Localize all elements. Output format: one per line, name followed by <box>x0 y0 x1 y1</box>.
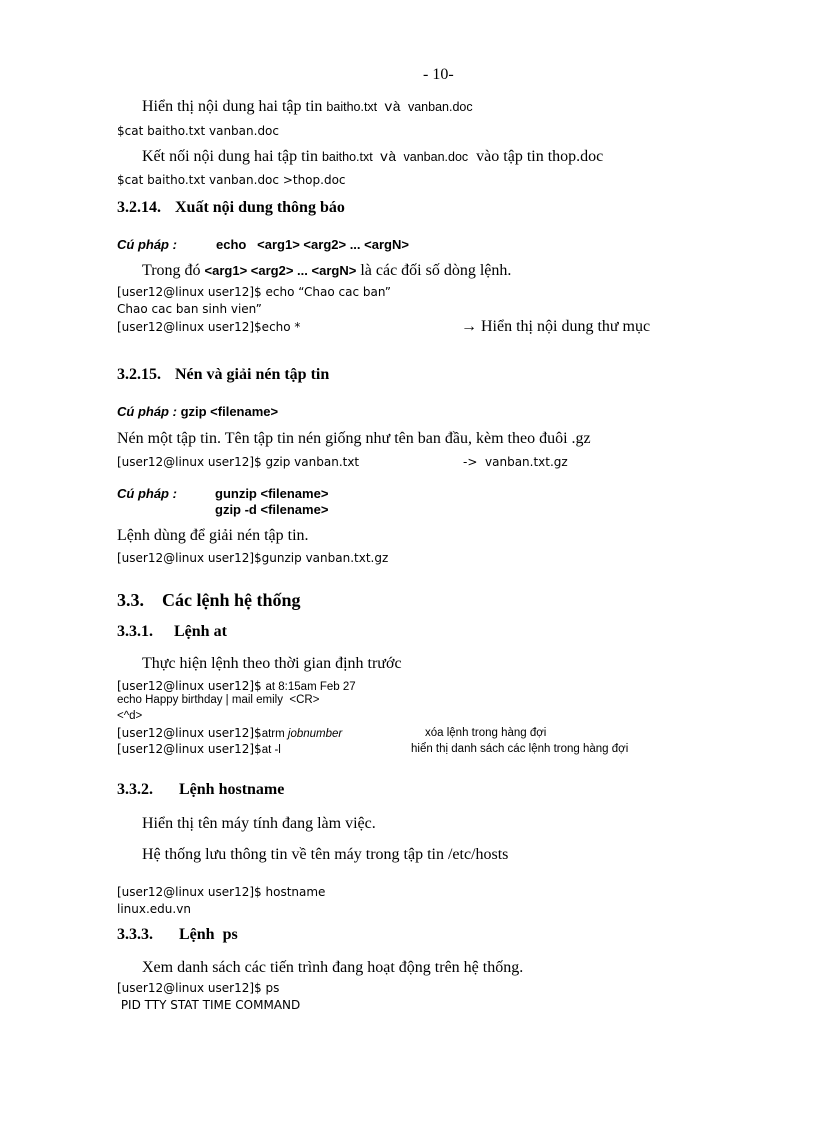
page-number: - 10- <box>423 66 454 83</box>
at-note-list: hiển thị danh sách các lệnh trong hàng đợi <box>411 743 629 755</box>
paragraph-gzip: Nén một tập tin. Tên tập tin nén giống như tên ban đầu, kèm theo đuôi .gz <box>117 430 591 447</box>
at-line-2: echo Happy birthday | mail emily <CR> <box>117 694 320 706</box>
echo-line-1: [user12@linux user12]$ echo “Chao cac ban” <box>117 285 392 299</box>
paragraph-hostname-1: Hiển thị tên máy tính đang làm việc. <box>142 815 376 832</box>
gzip-command: [user12@linux user12]$ gzip vanban.txt <box>117 455 360 469</box>
paragraph-echo-args: Trong đó <arg1> <arg2> ... <argN> là các đối số dòng lệnh. <box>142 262 512 279</box>
heading-3-3-1: 3.3.1. Lệnh at <box>117 623 227 640</box>
hostname-command: [user12@linux user12]$ hostname <box>117 885 326 899</box>
heading-3-2-15: 3.2.15. Nén và giải nén tập tin <box>117 366 330 383</box>
ps-command: [user12@linux user12]$ ps <box>117 981 280 995</box>
heading-3-2-14: 3.2.14. Xuất nội dung thông báo <box>117 199 345 216</box>
gzip-result: -> vanban.txt.gz <box>463 455 568 469</box>
command-cat: $cat baitho.txt vanban.doc <box>117 124 279 138</box>
echo-line-3: [user12@linux user12]$echo * <box>117 320 301 334</box>
paragraph-gunzip: Lệnh dùng để giải nén tập tin. <box>117 527 309 544</box>
paragraph-hostname-2: Hệ thống lưu thông tin về tên máy trong tập tin /etc/hosts <box>142 846 509 863</box>
heading-3-3-3: 3.3.3. Lệnh ps <box>117 926 238 943</box>
at-note-atrm: xóa lệnh trong hàng đợi <box>425 727 547 739</box>
gunzip-command: [user12@linux user12]$gunzip vanban.txt.gz <box>117 551 389 565</box>
at-line-4: [user12@linux user12]$atrm jobnumber <box>117 726 343 740</box>
ps-header: PID TTY STAT TIME COMMAND <box>117 998 301 1012</box>
at-line-5: [user12@linux user12]$at -l <box>117 742 281 756</box>
paragraph-cat-join: Kết nối nội dung hai tập tin baitho.txt và vanban.doc vào tập tin thop.doc <box>142 148 604 166</box>
syntax-gzip-d: gzip -d <filename> <box>215 502 329 517</box>
paragraph-at: Thực hiện lệnh theo thời gian định trước <box>142 655 402 672</box>
command-cat-redirect: $cat baitho.txt vanban.doc >thop.doc <box>117 173 346 187</box>
syntax-gzip: Cú pháp : gzip <filename> <box>117 404 279 419</box>
heading-3-3-2: 3.3.2. Lệnh hostname <box>117 781 285 798</box>
hostname-output: linux.edu.vn <box>117 902 191 916</box>
syntax-gunzip: Cú pháp : gunzip <filename> <box>117 486 329 501</box>
paragraph-cat-display: Hiển thị nội dung hai tập tin baitho.txt và vanban.doc <box>142 98 473 116</box>
paragraph-ps: Xem danh sách các tiến trình đang hoạt động trên hệ thống. <box>142 959 524 976</box>
echo-note: → Hiển thị nội dung thư mục <box>461 318 651 335</box>
syntax-echo: Cú pháp : echo <arg1> <arg2> ... <argN> <box>117 237 409 252</box>
echo-line-2: Chao cac ban sinh vien” <box>117 302 262 316</box>
at-line-3: <^d> <box>117 710 143 722</box>
heading-3-3: 3.3. Các lệnh hệ thống <box>117 590 301 610</box>
at-line-1: [user12@linux user12]$ at 8:15am Feb 27 <box>117 679 356 693</box>
